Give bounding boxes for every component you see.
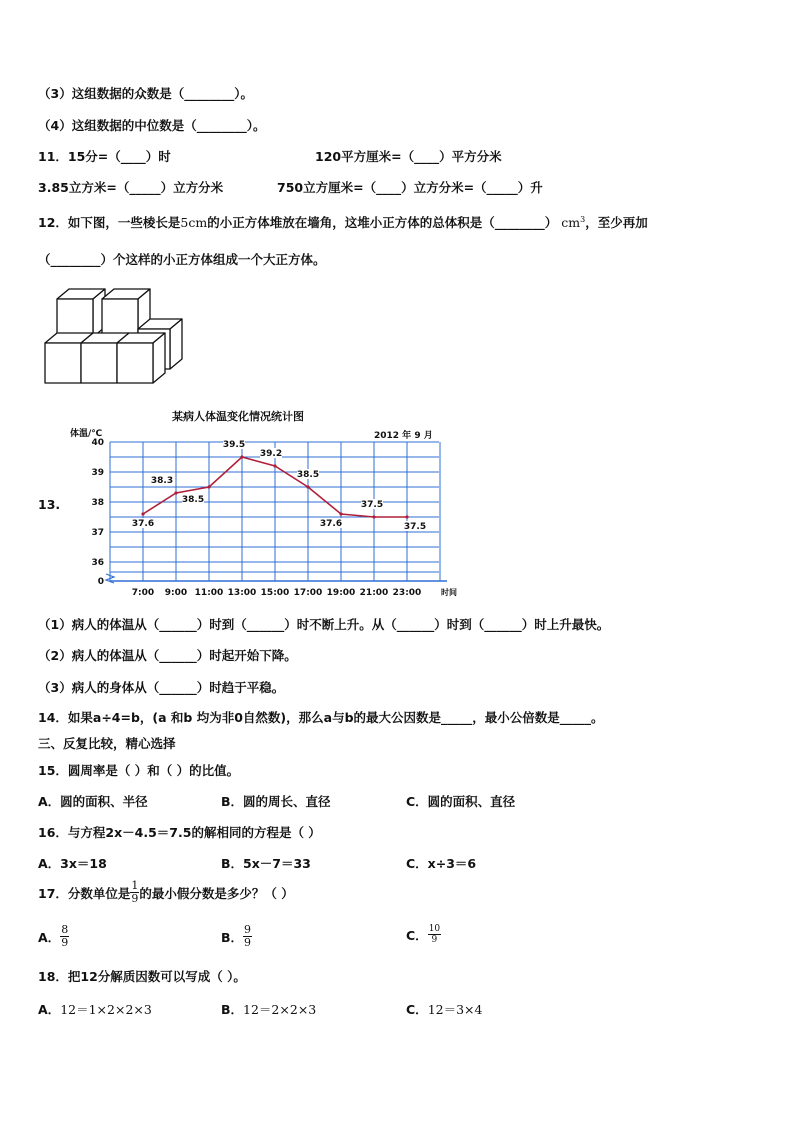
data-point (174, 491, 177, 494)
option-fraction (243, 924, 252, 949)
x-tick-label: 21:00 (359, 588, 389, 598)
question-13-part-2: （2）病人的体温从（______）时起开始下降。 (38, 648, 297, 663)
question-17-option-b[interactable] (221, 924, 252, 949)
x-tick-label: 11:00 (194, 588, 224, 598)
question-12-unit: 5cm (180, 215, 208, 230)
question-17-stem-a: 17．分数单位是 (38, 885, 131, 901)
question-12-text-b: 的小正方体堆放在墙角，这堆小正方体的总体积是（________） (207, 215, 558, 230)
data-label: 38.3 (150, 476, 174, 486)
data-label: 38.5 (296, 470, 320, 480)
option-label: B． (221, 1002, 244, 1017)
question-13-number: 13. (38, 497, 61, 512)
y-tick-label: 36 (91, 558, 104, 568)
data-point (273, 464, 276, 467)
question-17-unit-fraction (130, 880, 139, 905)
question-15-option-c[interactable]: C．圆的面积、直径 (406, 794, 516, 809)
option-label: A． (38, 1002, 61, 1017)
x-tick-label: 17:00 (293, 588, 323, 598)
option-fraction (60, 924, 69, 949)
question-11-b: 120平方厘米=（____）平方分米 (315, 149, 502, 164)
x-tick-label: 19:00 (326, 588, 356, 598)
question-12-text-a: 12．如下图，一些棱长是 (38, 215, 181, 230)
question-18-option-c[interactable] (406, 1000, 482, 1018)
x-axis-label: 时间 (441, 588, 457, 597)
question-18-option-b[interactable] (221, 1000, 316, 1018)
question-10-part-4: （4）这组数据的中位数是（________）。 (38, 118, 266, 133)
x-tick-label: 9:00 (164, 588, 188, 598)
question-17-option-a[interactable] (38, 924, 69, 949)
question-12-text-c: ，至少再加 (585, 215, 648, 230)
data-point (339, 512, 342, 515)
question-16-option-c[interactable]: C．x÷3＝6 (406, 856, 477, 871)
option-label: C． (406, 1002, 428, 1017)
question-12-cm: cm (561, 215, 581, 230)
data-point (372, 515, 375, 518)
cube-stack-figure (40, 285, 190, 387)
question-15-option-a[interactable]: A．圆的面积、半径 (38, 794, 148, 809)
y-tick-label: 0 (97, 577, 104, 587)
question-15-stem: 15．圆周率是（ ）和（ ）的比值。 (38, 763, 240, 778)
data-label: 38.5 (181, 495, 205, 505)
option-expression: 12＝1×2×2×3 (60, 1002, 152, 1017)
chart-date-label: 2012 年 9 月 (374, 431, 433, 441)
data-label: 37.5 (403, 522, 427, 532)
question-13-part-1: （1）病人的体温从（______）时到（______）时不断上升。从（______）时到（______）时上升最快。 (38, 617, 610, 632)
question-16-stem: 16．与方程2x－4.5＝7.5的解相同的方程是（ ） (38, 825, 321, 840)
data-label: 39.2 (259, 449, 283, 459)
data-point (141, 512, 144, 515)
section-3-title: 三、反复比较，精心选择 (38, 736, 176, 751)
y-axis-label: 体温/℃ (70, 429, 103, 439)
fraction-numerator: 8 (61, 923, 69, 936)
option-fraction (428, 924, 441, 945)
question-17-option-c[interactable] (406, 924, 441, 945)
x-tick-label: 7:00 (131, 588, 155, 598)
y-tick-label: 40 (91, 438, 104, 448)
data-label: 37.6 (131, 519, 155, 529)
question-12-cm-exponent: 3 (580, 214, 586, 224)
question-12-line-1 (38, 213, 648, 231)
option-label: B． (221, 929, 244, 945)
cube-bottom-right (117, 333, 165, 383)
data-label: 37.5 (360, 500, 384, 510)
data-point (405, 515, 408, 518)
option-label: C． (406, 927, 428, 943)
fraction-denominator: 9 (244, 936, 252, 949)
y-tick-label: 37 (91, 528, 104, 538)
question-14: 14．如果a÷4=b，(a 和b 均为非0自然数)，那么a与b的最大公因数是_____，最小公倍数是_____。 (38, 710, 604, 725)
fraction-numerator: 10 (428, 924, 441, 934)
temperature-line-chart (62, 424, 462, 602)
question-18-stem: 18．把12分解质因数可以写成（ ）。 (38, 969, 246, 984)
data-point (207, 485, 210, 488)
question-16-option-a[interactable]: A．3x＝18 (38, 856, 107, 871)
x-tick-label: 23:00 (392, 588, 422, 598)
data-label: 39.5 (222, 440, 246, 450)
data-point (240, 455, 243, 458)
fraction-numerator: 9 (244, 923, 252, 936)
question-15-option-b[interactable]: B．圆的周长、直径 (221, 794, 331, 809)
question-11-c: 3.85立方米=（_____）立方分米 (38, 180, 224, 195)
question-11-d: 750立方厘米=（____）立方分米=（_____）升 (277, 180, 543, 195)
question-11-a: 11．15分=（____）时 (38, 149, 171, 164)
question-13-part-3: （3）病人的身体从（______）时趋于平稳。 (38, 680, 285, 695)
question-17-stem (38, 880, 294, 905)
question-12-line-2: （________）个这样的小正方体组成一个大正方体。 (38, 252, 326, 267)
data-label: 37.6 (319, 519, 343, 529)
question-17-stem-b: 的最小假分数是多少？（ ） (139, 885, 294, 901)
fraction-denominator: 9 (61, 936, 69, 949)
option-label: A． (38, 929, 61, 945)
chart-title: 某病人体温变化情况统计图 (172, 410, 304, 423)
x-tick-label: 13:00 (227, 588, 257, 598)
option-expression: 12＝2×2×3 (243, 1002, 317, 1017)
fraction-numerator: 1 (131, 879, 139, 892)
data-point (306, 485, 309, 488)
question-10-part-3: （3）这组数据的众数是（________）。 (38, 86, 253, 101)
fraction-denominator: 9 (431, 935, 438, 945)
y-tick-label: 38 (91, 498, 104, 508)
option-expression: 12＝3×4 (427, 1002, 483, 1017)
fraction-denominator: 9 (131, 892, 139, 905)
x-tick-label: 15:00 (260, 588, 290, 598)
y-tick-label: 39 (91, 468, 104, 478)
cube-top-left (57, 289, 105, 337)
question-18-option-a[interactable] (38, 1000, 152, 1018)
question-16-option-b[interactable]: B．5x－7＝33 (221, 856, 311, 871)
